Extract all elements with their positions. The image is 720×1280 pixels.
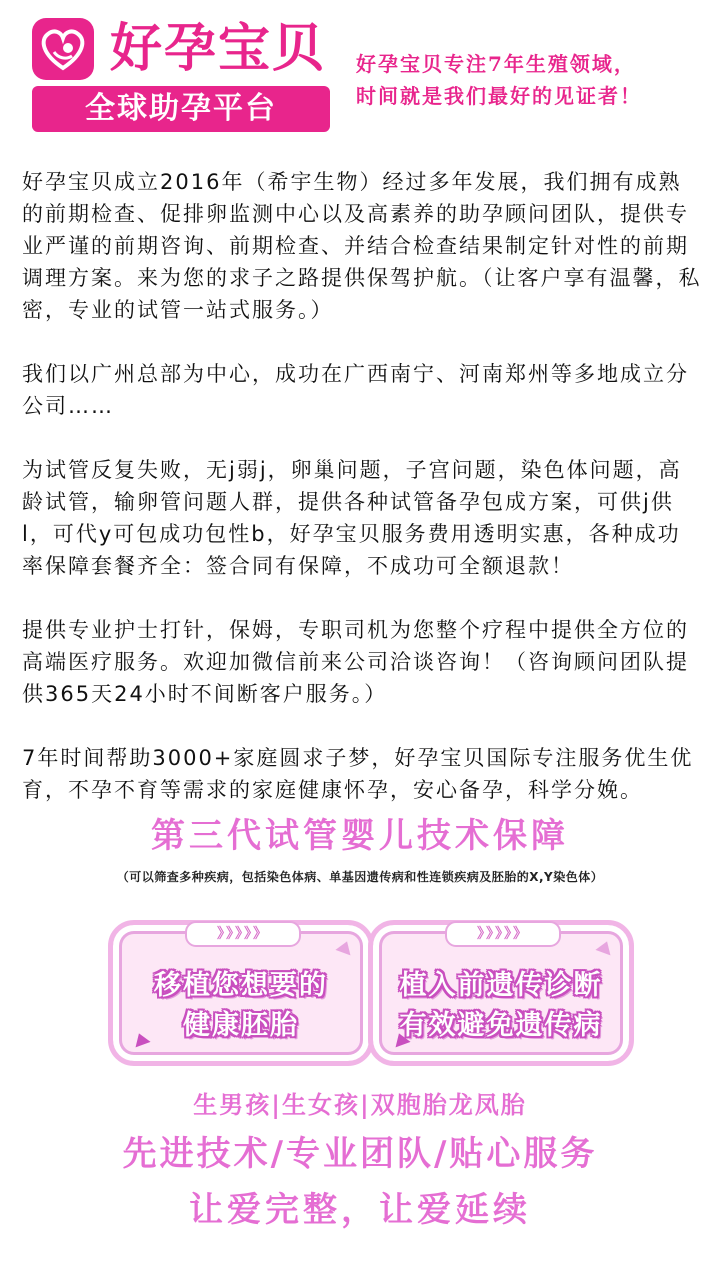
paragraph-about: 好孕宝贝成立2016年（希宇生物）经过多年发展，我们拥有成熟的前期检查、促排卵监测中心以及高素养的助孕顾问团队，提供专业严谨的前期咨询、前期检查、并结合检查结果制定针对性的前期调理方案。来为您的求子之路提供保驾护航。（让客户享有温馨，私密，专业的试管一站式服务。） [22,170,702,322]
feature-card-embryo [108,920,374,1066]
header [0,0,720,140]
card-tab-arrows: 》》》》》 [445,921,561,947]
card-line: 健康胚胎 [183,1010,299,1041]
slogan-line: 时间就是我们最好的见证者！ [356,84,642,108]
mother-baby-heart-icon [32,18,94,80]
slogan-line: 好孕宝贝专注7年生殖领域， [356,52,636,76]
paragraph-achievement: 7年时间帮助3000+家庭圆求子梦，好孕宝贝国际专注服务优生优育，不孕不育等需求的家庭健康怀孕，安心备孕，科学分娩。 [22,746,694,802]
brand-subtitle: 全球助孕平台 [32,86,330,132]
love-slogan: 让爱完整，让爱延续 [189,1190,531,1230]
slogan [356,48,706,112]
triangle-decoration-icon [595,939,614,956]
feature-card-diagnosis [368,920,634,1066]
paragraph-branches: 我们以广州总部为中心，成功在广西南宁、河南郑州等多地成立分公司…… [22,362,689,418]
card-tab-arrows: 》》》》》 [185,921,301,947]
advantage-line: 先进技术/专业团队/贴心服务 [122,1134,598,1174]
tech-note: （可以筛查多种疾病，包括染色体病、单基因遗传病和性连锁疾病及胚胎的X,Y染色体） [116,870,604,884]
card-line: 植入前遗传诊断 [399,970,603,1001]
card-line: 有效避免遗传病 [399,1010,603,1041]
card-line: 移植您想要的 [154,970,328,1001]
brand-logo [32,18,330,126]
brand-name: 好孕宝贝 [110,19,327,79]
paragraph-services: 为试管反复失败，无j弱j，卵巢问题，子宫问题，染色体问题，高龄试管，输卵管问题人群，提供各种试管备孕包成方案，可供j供l，可代y可包成功包性b，好孕宝贝服务费用透明实惠，各种成功率保障套餐齐全：签合同有保障，不成功可全额退款！ [22,458,682,578]
gender-options: 生男孩|生女孩|双胞胎龙凤胎 [193,1090,527,1119]
tech-title: 第三代试管婴儿技术保障 [151,816,569,856]
triangle-decoration-icon [335,939,354,956]
intro-content [22,166,702,838]
paragraph-care: 提供专业护士打针，保姆，专职司机为您整个疗程中提供全方位的高端医疗服务。欢迎加微信前来公司洽谈咨询！（咨询顾问团队提供365天24小时不间断客户服务。） [22,618,689,706]
